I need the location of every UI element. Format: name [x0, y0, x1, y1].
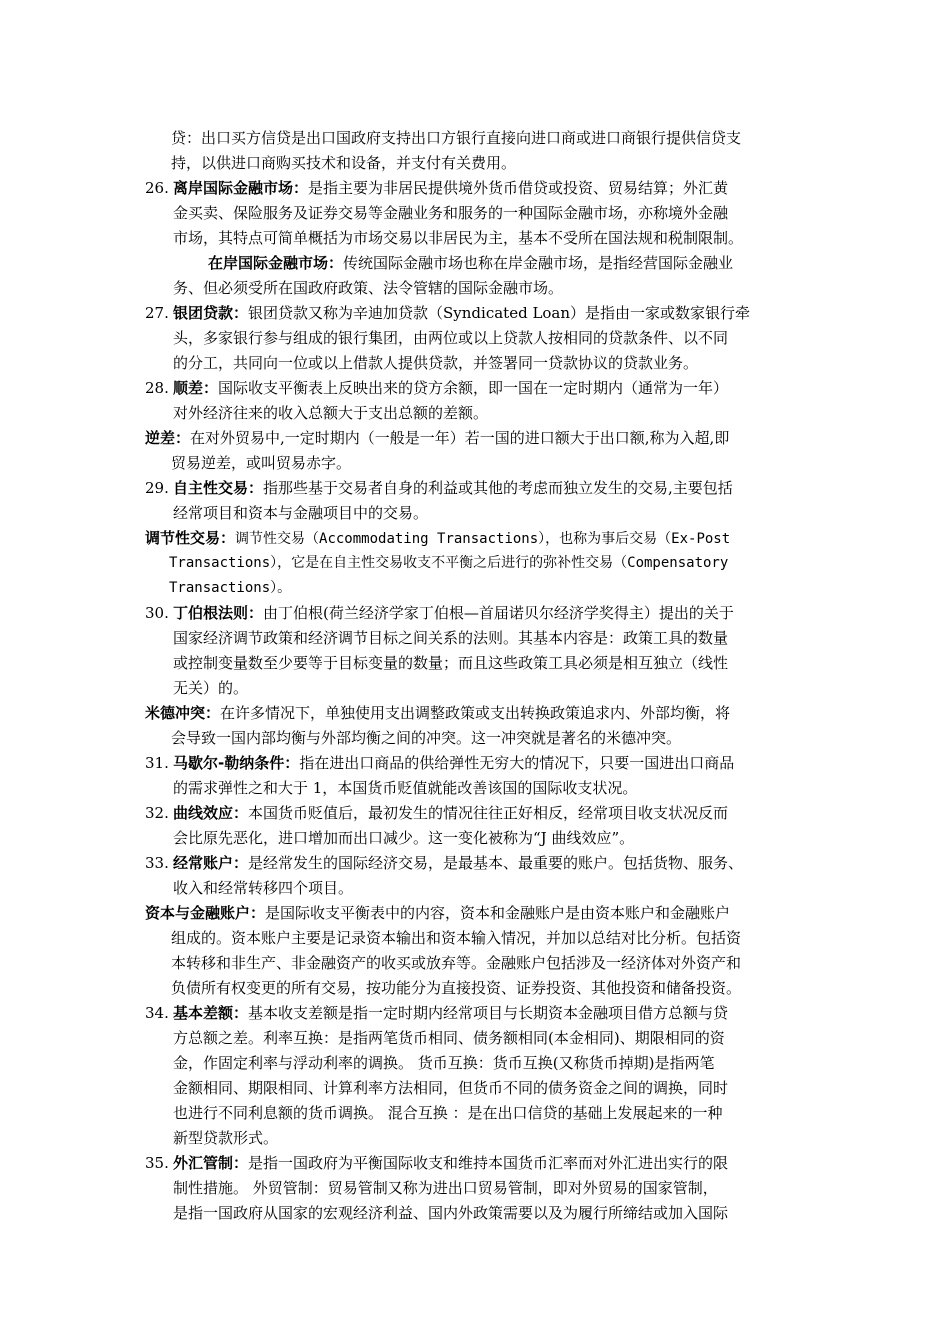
term: 经常账户：: [173, 854, 249, 872]
text-line: 国家经济调节政策和经济调节目标之间关系的法则。其基本内容是：政策工具的数量: [173, 629, 729, 647]
entry-number: 33.: [145, 854, 169, 872]
text-line: 经常项目和资本与金融项目中的交易。: [173, 504, 429, 522]
text-line: 也进行不同利息额的货币调换。 混合互换 ：是在出口信贷的基础上发展起来的一种: [173, 1104, 723, 1122]
text-line: 或控制变量数至少要等于目标变量的数量；而且这些政策工具必须是相互独立（线性: [173, 654, 729, 672]
text-line: 银团贷款：银团贷款又称为辛迪加贷款（Syndicated Loan）是指由一家或数家银行牵: [173, 304, 751, 322]
entry-number: 29.: [145, 479, 169, 497]
text-line: 离岸国际金融市场：是指主要为非居民提供境外货币借贷或投资、贸易结算；外汇黄: [173, 179, 729, 197]
text-line: 制性措施。 外贸管制：贸易管制又称为进出口贸易管制，即对外贸易的国家管制，: [173, 1179, 718, 1197]
text-line: 米德冲突：在许多情况下，单独使用支出调整政策或支出转换政策追求内、外部均衡，将: [145, 704, 731, 722]
term: 顺差：: [173, 379, 219, 397]
text-line: 逆差：在对外贸易中,一定时期内（一般是一年）若一国的进口额大于出口额,称为入超,即: [145, 429, 730, 447]
term: 银团贷款：: [173, 304, 249, 322]
text-line: 经常账户：是经常发生的国际经济交易，是最基本、最重要的账户。包括货物、服务、: [173, 854, 744, 872]
text-line: 负债所有权变更的所有交易，按功能分为直接投资、证券投资、其他投资和储备投资。: [171, 979, 742, 997]
text-line: 组成的。资本账户主要是记录资本输出和资本输入情况，并加以总结对比分析。包括资: [171, 929, 742, 947]
term: 曲线效应：: [173, 804, 249, 822]
text-line: 金额相同、期限相同、计算利率方法相同，但货币不同的债务资金之间的调换，同时: [173, 1079, 729, 1097]
text-line: 收入和经常转移四个项目。: [173, 879, 354, 897]
entry-number: 28.: [145, 379, 169, 397]
text-line: 务、但必须受所在国政府政策、法令管辖的国际金融市场。: [173, 279, 564, 297]
term: 自主性交易：: [173, 479, 264, 497]
text-line: 顺差：国际收支平衡表上反映出来的贷方余额，即一国在一定时期内（通常为一年）: [173, 379, 729, 397]
text-line: 市场，其特点可简单概括为市场交易以非居民为主，基本不受所在国法规和税制限制。: [173, 229, 744, 247]
text-line: 的需求弹性之和大于 1，本国货币贬值就能改善该国的国际收支状况。: [173, 779, 638, 797]
entry-number: 32.: [145, 804, 169, 822]
text-line: 调节性交易：调节性交易（Accommodating Transactions），也称为事后交易（Ex-Post: [145, 529, 731, 547]
text-line: 无关）的。: [173, 679, 249, 697]
text-line: 在岸国际金融市场：传统国际金融市场也称在岸金融市场，是指经营国际金融业: [208, 254, 734, 272]
term: 逆差：: [145, 429, 191, 447]
term: 资本与金融账户：: [145, 904, 266, 922]
term: 离岸国际金融市场：: [173, 179, 309, 197]
text-line: 金，作固定利率与浮动利率的调换。 货币互换：货币互换(又称货币掉期)是指两笔: [173, 1054, 715, 1072]
text-line: 基本差额：基本收支差额是指一定时期内经常项目与长期资本金融项目借方总额与贷: [173, 1004, 729, 1022]
text-line: 对外经济往来的收入总额大于支出总额的差额。: [173, 404, 489, 422]
term: 在岸国际金融市场：: [208, 254, 344, 272]
text-line: 会导致一国内部均衡与外部均衡之间的冲突。这一冲突就是著名的米德冲突。: [171, 729, 682, 747]
entry-number: 27.: [145, 304, 169, 322]
entry-number: 30.: [145, 604, 169, 622]
text-line: 会比原先恶化，进口增加而出口减少。这一变化被称为“J 曲线效应”。: [173, 829, 635, 847]
entry-number: 31.: [145, 754, 169, 772]
term: 调节性交易：: [145, 529, 236, 547]
term: 马歇尔-勒纳条件：: [173, 754, 300, 772]
text-line: 贸易逆差，或叫贸易赤字。: [171, 454, 352, 472]
text-line: Transactions）。: [169, 580, 292, 596]
text-line: 金买卖、保险服务及证券交易等金融业务和服务的一种国际金融市场，亦称境外金融: [173, 204, 729, 222]
text-line: 新型贷款形式。: [173, 1129, 279, 1147]
text-line: 马歇尔-勒纳条件：指在进出口商品的供给弹性无穷大的情况下，只要一国进出口商品: [173, 754, 735, 772]
term: 外汇管制：: [173, 1154, 249, 1172]
text-line: 的分工，共同向一位或以上借款人提供贷款，并签署同一贷款协议的贷款业务。: [173, 354, 699, 372]
text-line: 资本与金融账户：是国际收支平衡表中的内容，资本和金融账户是由资本账户和金融账户: [145, 904, 731, 922]
text-line: 贷：出口买方信贷是出口国政府支持出口方银行直接向进口商或进口商银行提供信贷支: [171, 129, 742, 147]
text-line: 丁伯根法则：由丁伯根(荷兰经济学家丁伯根—首届诺贝尔经济学奖得主）提出的关于: [173, 604, 734, 622]
entry-number: 26.: [145, 179, 169, 197]
term: 丁伯根法则：: [173, 604, 264, 622]
text-line: 方总额之差。利率互换：是指两笔货币相同、债务额相同(本金相同)、期限相同的资: [173, 1029, 725, 1047]
text-line: Transactions），它是在自主性交易收支不平衡之后进行的弥补性交易（Compensatory: [169, 555, 729, 571]
text-line: 曲线效应：本国货币贬值后，最初发生的情况往往正好相反，经常项目收支状况反而: [173, 804, 729, 822]
text-line: 是指一国政府从国家的宏观经济利益、国内外政策需要以及为履行所缔结或加入国际: [173, 1204, 729, 1222]
text-line: 持，以供进口商购买技术和设备，并支付有关费用。: [171, 154, 517, 172]
entry-number: 35.: [145, 1154, 169, 1172]
text-line: 外汇管制：是指一国政府为平衡国际收支和维持本国货币汇率而对外汇进出实行的限: [173, 1154, 729, 1172]
entry-number: 34.: [145, 1004, 169, 1022]
text-line: 头，多家银行参与组成的银行集团，由两位或以上贷款人按相同的贷款条件、以不同: [173, 329, 729, 347]
term: 米德冲突：: [145, 704, 221, 722]
text-line: 自主性交易：指那些基于交易者自身的利益或其他的考虑而独立发生的交易,主要包括: [173, 479, 733, 497]
term: 基本差额：: [173, 1004, 249, 1022]
text-line: 本转移和非生产、非金融资产的收买或放弃等。金融账户包括涉及一经济体对外资产和: [171, 954, 742, 972]
